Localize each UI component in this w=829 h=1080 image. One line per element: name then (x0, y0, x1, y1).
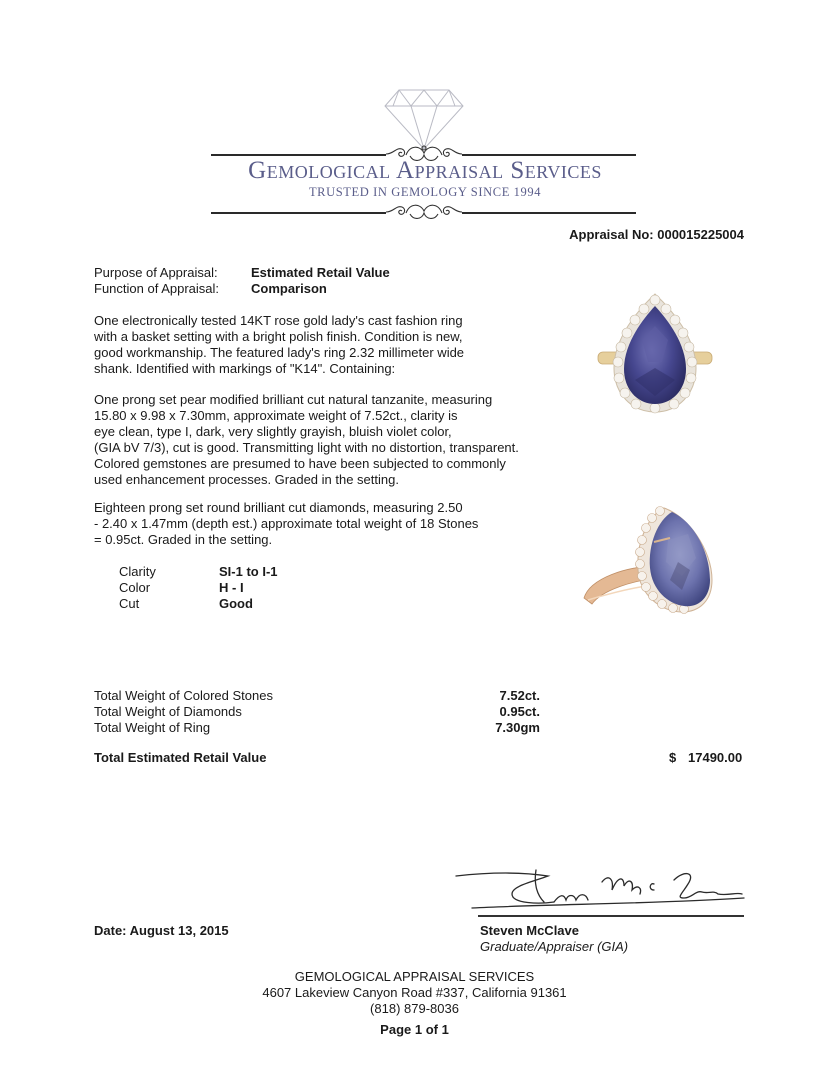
footer (0, 969, 829, 1038)
retail-value-label: Total Estimated Retail Value (94, 750, 267, 765)
total-value-diamonds: 0.95ct. (499, 704, 540, 719)
diamond-description (94, 500, 478, 548)
signature-line (478, 915, 744, 917)
retail-value-amount: 17490.00 (688, 750, 743, 765)
appraisal-date: Date: August 13, 2015 (94, 923, 229, 938)
appraiser-title: Graduate/Appraiser (GIA) (480, 939, 629, 954)
total-label-diamonds: Total Weight of Diamonds (94, 704, 242, 719)
grade-label-clarity: Clarity (119, 564, 156, 579)
function-value: Comparison (251, 281, 327, 296)
description-line: good workmanship. The featured lady's ring 2.32 millimeter wide (94, 345, 465, 360)
description-line: Eighteen prong set round brilliant cut diamonds, measuring 2.50 (94, 500, 463, 515)
tanzanite-description (94, 392, 519, 488)
page-number: Page 1 of 1 (380, 1022, 449, 1037)
description-line: = 0.95ct. Graded in the setting. (94, 532, 273, 547)
description-line: with a basket setting with a bright polish finish. Condition is new, (94, 329, 463, 344)
footer-address: 4607 Lakeview Canyon Road #337, California 91361 (262, 985, 567, 1000)
header-rule (211, 154, 386, 156)
grade-value-clarity: SI-1 to I-1 (219, 564, 278, 579)
description-line: 15.80 x 9.98 x 7.30mm, approximate weight of 7.52ct., clarity is (94, 408, 458, 423)
appraiser-name: Steven McClave (480, 923, 579, 938)
grade-value-cut: Good (219, 596, 253, 611)
header-rule (462, 154, 636, 156)
signature-image (452, 864, 752, 914)
retail-value-currency: $ (669, 750, 677, 765)
total-value-colored-stones: 7.52ct. (499, 688, 540, 703)
total-value-ring: 7.30gm (495, 720, 540, 735)
flourish-ornament-icon (384, 201, 464, 223)
description-line: Colored gemstones are presumed to have been subjected to commonly (94, 456, 506, 471)
description-line: - 2.40 x 1.47mm (depth est.) approximate total weight of 18 Stones (94, 516, 479, 531)
function-label: Function of Appraisal: (94, 281, 220, 296)
ring-side-view-image (578, 500, 738, 615)
grade-label-color: Color (119, 580, 151, 595)
diamond-icon (383, 88, 465, 150)
ring-description (94, 313, 464, 377)
total-label-ring: Total Weight of Ring (94, 720, 211, 735)
description-line: (GIA bV 7/3), cut is good. Transmitting light with no distortion, transparent. (94, 440, 519, 455)
header-rule (462, 212, 636, 214)
ring-top-view-image (580, 290, 730, 420)
description-line: One electronically tested 14KT rose gold lady's cast fashion ring (94, 313, 463, 328)
footer-company: GEMOLOGICAL APPRAISAL SERVICES (294, 969, 535, 984)
footer-phone: (818) 879-8036 (370, 1001, 459, 1016)
brand-name: Gemological Appraisal Services (248, 157, 602, 184)
total-label-colored-stones: Total Weight of Colored Stones (94, 688, 273, 703)
brand-tagline: TRUSTED IN GEMOLOGY SINCE 1994 (308, 185, 542, 199)
appraisal-number: Appraisal No: 000015225004 (569, 227, 744, 242)
purpose-value: Estimated Retail Value (251, 265, 390, 280)
description-line: shank. Identified with markings of "K14". Containing: (94, 361, 396, 376)
grade-value-color: H - I (219, 580, 244, 595)
description-line: eye clean, type I, dark, very slightly grayish, bluish violet color, (94, 424, 452, 439)
grade-label-cut: Cut (119, 596, 140, 611)
header-rule (211, 212, 386, 214)
purpose-label: Purpose of Appraisal: (94, 265, 218, 280)
description-line: used enhancement processes. Graded in the setting. (94, 472, 399, 487)
description-line: One prong set pear modified brilliant cut natural tanzanite, measuring (94, 392, 493, 407)
letterhead (0, 0, 829, 220)
